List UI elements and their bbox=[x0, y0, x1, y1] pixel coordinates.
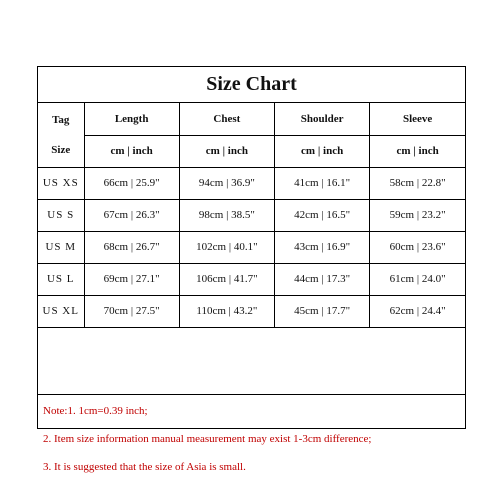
unit-label-length: cm | inch bbox=[84, 135, 179, 167]
column-header-shoulder: Shoulder bbox=[275, 103, 370, 135]
length-cell: 66cm | 25.9" bbox=[84, 167, 179, 199]
table-row bbox=[38, 199, 465, 231]
shoulder-cell: 42cm | 16.5" bbox=[275, 199, 370, 231]
chest-cell: 98cm | 38.5" bbox=[179, 199, 274, 231]
length-cell: 67cm | 26.3" bbox=[84, 199, 179, 231]
table-row bbox=[38, 263, 465, 295]
size-cell: US XS bbox=[38, 167, 84, 199]
unit-label-chest: cm | inch bbox=[179, 135, 274, 167]
size-table bbox=[38, 103, 465, 328]
size-cell: US L bbox=[38, 263, 84, 295]
unit-label-sleeve: cm | inch bbox=[370, 135, 465, 167]
chest-cell: 110cm | 43.2" bbox=[179, 295, 274, 327]
shoulder-cell: 45cm | 17.7" bbox=[275, 295, 370, 327]
table-row bbox=[38, 167, 465, 199]
tag-size-header bbox=[38, 103, 84, 167]
table-row bbox=[38, 295, 465, 327]
sleeve-cell: 59cm | 23.2" bbox=[370, 199, 465, 231]
size-cell: US M bbox=[38, 231, 84, 263]
size-cell: US XL bbox=[38, 295, 84, 327]
size-chart bbox=[37, 66, 466, 473]
table-row bbox=[38, 231, 465, 263]
chest-cell: 106cm | 41.7" bbox=[179, 263, 274, 295]
chest-cell: 94cm | 36.9" bbox=[179, 167, 274, 199]
notes-section bbox=[38, 394, 465, 473]
note-3: 3. It is suggested that the size of Asia is small. bbox=[43, 461, 246, 473]
column-header-chest: Chest bbox=[179, 103, 274, 135]
length-cell: 70cm | 27.5" bbox=[84, 295, 179, 327]
sleeve-cell: 60cm | 23.6" bbox=[370, 231, 465, 263]
shoulder-cell: 44cm | 17.3" bbox=[275, 263, 370, 295]
note-2: 2. Item size information manual measurement may exist 1-3cm difference; bbox=[43, 433, 372, 445]
note-1: Note:1. 1cm=0.39 inch; bbox=[43, 405, 148, 417]
size-chart-title: Size Chart bbox=[38, 67, 465, 103]
shoulder-cell: 43cm | 16.9" bbox=[275, 231, 370, 263]
size-label: Size bbox=[51, 143, 71, 156]
size-cell: US S bbox=[38, 199, 84, 231]
unit-label-shoulder: cm | inch bbox=[275, 135, 370, 167]
unit-row bbox=[38, 135, 465, 167]
length-cell: 68cm | 26.7" bbox=[84, 231, 179, 263]
length-cell: 69cm | 27.1" bbox=[84, 263, 179, 295]
sleeve-cell: 58cm | 22.8" bbox=[370, 167, 465, 199]
shoulder-cell: 41cm | 16.1" bbox=[275, 167, 370, 199]
sleeve-cell: 61cm | 24.0" bbox=[370, 263, 465, 295]
header-row bbox=[38, 103, 465, 135]
tag-label: Tag bbox=[52, 113, 70, 126]
column-header-length: Length bbox=[84, 103, 179, 135]
sleeve-cell: 62cm | 24.4" bbox=[370, 295, 465, 327]
chest-cell: 102cm | 40.1" bbox=[179, 231, 274, 263]
column-header-sleeve: Sleeve bbox=[370, 103, 465, 135]
